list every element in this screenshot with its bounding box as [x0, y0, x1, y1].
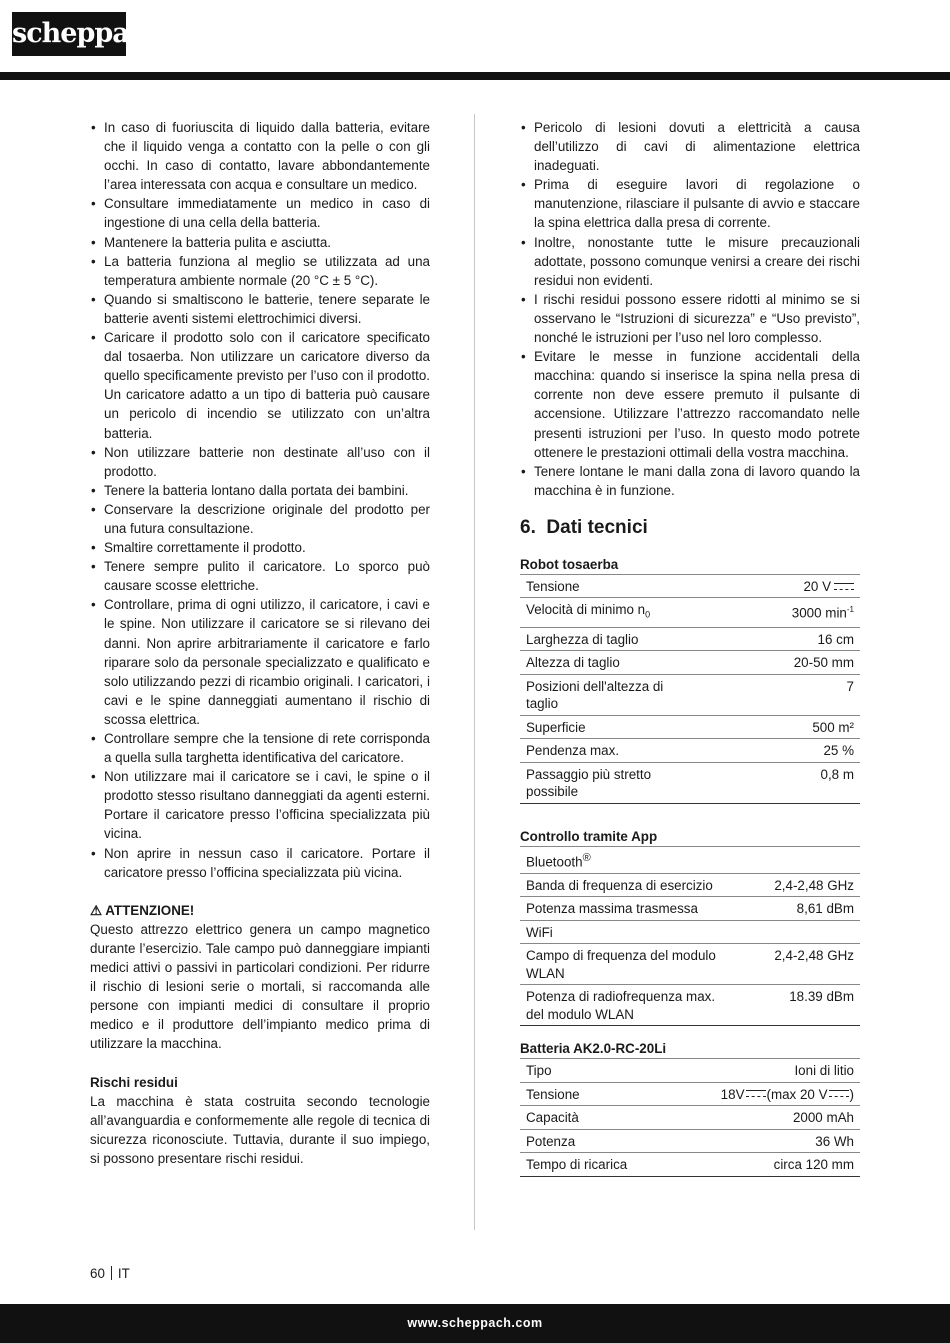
spec-value: 36 Wh — [669, 1129, 860, 1153]
warning-title: ATTENZIONE! — [105, 902, 195, 918]
battery-table-title: Batteria AK2.0-RC-20Li — [520, 1041, 667, 1057]
spec-label: Superficie — [520, 715, 690, 739]
list-item: • Conservare la descrizione originale del prodotto per una futura consultazione. — [90, 500, 430, 538]
logo-text: scheppach — [12, 18, 163, 49]
spec-label: Altezza di taglio — [520, 651, 690, 675]
list-item: • Evitare le messe in funzione accidentali della macchina: quando si inserisce la spina nella presa di corrente non deve essere premuto il pulsante di accensione. Utilizzare l’attrezzo raccomandato nelle presenti istruzioni per l’uso. In questo modo potrete ottenere le prestazioni ottimali della vostra macchina. — [520, 347, 860, 462]
page-number-value: 60 — [90, 1266, 105, 1281]
page-number — [90, 1265, 130, 1282]
table-row — [520, 920, 860, 944]
spec-value: 20 V — [690, 574, 860, 598]
spec-label: Potenza — [520, 1129, 669, 1153]
spec-label: Tensione — [520, 1082, 669, 1106]
direct-current-icon — [829, 1090, 849, 1097]
right-column — [520, 118, 860, 1177]
residual-risks-heading: Rischi residui — [90, 1074, 178, 1090]
list-item: • La batteria funziona al meglio se utilizzata ad una temperatura ambiente normale (20 °C ± 5 °C). — [90, 252, 430, 290]
spec-value: Ioni di litio — [669, 1059, 860, 1083]
spec-value: 20-50 mm — [690, 651, 860, 675]
app-spec-table — [520, 846, 860, 1026]
robot-table-title: Robot tosaerba — [520, 556, 619, 572]
app-table-title: Controllo tramite App — [520, 828, 658, 844]
header-rule — [0, 72, 950, 80]
spec-value: 2,4-2,48 GHz — [740, 873, 860, 897]
spec-value: 0,8 m — [690, 762, 860, 803]
table-row — [520, 1129, 860, 1153]
warning-heading — [90, 901, 430, 920]
spec-value: circa 120 mm — [669, 1153, 860, 1177]
list-item: • Smaltire correttamente il prodotto. — [90, 538, 430, 557]
spec-label: Capacità — [520, 1106, 669, 1130]
list-item: • Non utilizzare mai il caricatore se i cavi, le spine o il prodotto stesso risultano danneggiati da agenti esterni. Portare il caricatore presso l’officina specializzata più vicina. — [90, 767, 430, 843]
list-item: • Controllare, prima di ogni utilizzo, il caricatore, i cavi e le spine. Non utilizzare il caricatore se si rilevano dei danni. Non aprire arbitrariamente il caricatore e farlo riparare solo da personale specializzato e qualificato e solo utilizzando pezzi di ricambio originali. I caricatori, i cavi e le spine danneggiati aumentano il rischio di scossa elettrica. — [90, 595, 430, 729]
spec-label: Tempo di ricarica — [520, 1153, 669, 1177]
list-item: • In caso di fuoriuscita di liquido dalla batteria, evitare che il liquido venga a contatto con la pelle o con gli occhi. In caso di contatto, lavare abbondantemente l’area interessata con acqua e consultare un medico. — [90, 118, 430, 194]
spec-label: Velocità di minimo $n_0$ — [520, 598, 690, 627]
list-item: • Inoltre, nonostante tutte le misure precauzionali adottate, possono comunque venirsi a creare dei rischi residui non evidenti. — [520, 233, 860, 290]
spec-label: Potenza di radiofrequenza max. del modulo WLAN — [520, 985, 740, 1026]
spec-label: Pendenza max. — [520, 739, 690, 763]
footer-bar — [0, 1304, 950, 1343]
spec-label: Banda di frequenza di esercizio — [520, 873, 740, 897]
spec-label: Tensione — [520, 574, 690, 598]
list-item: • I rischi residui possono essere ridotti al minimo se si osservano le “Istruzioni di sicurezza” e “Uso previsto”, nonché le istruzioni per l’uso nel loro complesso. — [520, 290, 860, 347]
list-item: • Tenere la batteria lontano dalla portata dei bambini. — [90, 481, 430, 500]
table-row — [520, 574, 860, 598]
spec-group-label: Bluetooth® — [520, 846, 860, 873]
list-item: • Consultare immediatamente un medico in caso di ingestione di una cella della batteria. — [90, 194, 430, 232]
section-number: 6. — [520, 516, 536, 538]
direct-current-icon — [834, 583, 854, 590]
spec-value: 18.39 dBm — [740, 985, 860, 1026]
spec-value: 18V (max 20 V ) — [669, 1082, 860, 1106]
battery-safety-list — [90, 118, 430, 882]
list-item: • Quando si smaltiscono le batterie, tenere separate le batterie aventi sistemi elettrochimici diversi. — [90, 290, 430, 328]
list-item: • Prima di eseguire lavori di regolazione o manutenzione, rilasciare il pulsante di avvio e staccare la spina elettrica dalla presa di corrente. — [520, 175, 860, 232]
robot-spec-table — [520, 574, 860, 804]
warning-triangle-icon: ⚠ — [90, 902, 103, 918]
table-row — [520, 651, 860, 675]
residual-risks-text: La macchina è stata costruita secondo tecnologie all’avanguardia e conformemente alle regole di tecnica di sicurezza riconosciute. Tuttavia, durante il suo impiego, si possono presentare rischi residui. — [90, 1093, 430, 1166]
section-title — [520, 516, 860, 540]
list-item: • Non aprire in nessun caso il caricatore. Portare il caricatore presso l’officina specializzata più vicina. — [90, 844, 430, 882]
spec-value: 2000 mAh — [669, 1106, 860, 1130]
list-item: • Mantenere la batteria pulita e asciutta. — [90, 233, 430, 252]
table-row — [520, 944, 860, 985]
website-url: www.scheppach.com — [407, 1316, 543, 1330]
table-row — [520, 762, 860, 803]
brand-logo — [12, 12, 163, 56]
section-heading: Dati tecnici — [546, 516, 648, 538]
residual-risks-list — [520, 118, 860, 500]
warning-text: Questo attrezzo elettrico genera un campo magnetico durante l’esercizio. Tale campo può danneggiare impianti medici attivi o passivi in particolari condizioni. Per ridurre il rischio di lesioni serie o mortali, si raccomanda alle persone con impianti medici di consultare il proprio medico e il produttore dell’impianto medico prima di utilizzare la macchina. — [90, 921, 430, 1052]
spec-value: 7 — [690, 674, 860, 715]
table-row — [520, 985, 860, 1026]
table-row — [520, 897, 860, 921]
direct-current-icon — [746, 1090, 766, 1097]
list-item: • Tenere sempre pulito il caricatore. Lo sporco può causare scosse elettriche. — [90, 557, 430, 595]
table-row — [520, 1082, 860, 1106]
spec-label: Passaggio più stretto possibile — [520, 762, 690, 803]
table-row — [520, 715, 860, 739]
spec-group-label: WiFi — [520, 920, 860, 944]
table-row — [520, 627, 860, 651]
spec-label: Campo di frequenza del modulo WLAN — [520, 944, 740, 985]
spec-label: Potenza massima trasmessa — [520, 897, 740, 921]
battery-spec-table — [520, 1058, 860, 1177]
list-item: • Non utilizzare batterie non destinate all’uso con il prodotto. — [90, 443, 430, 481]
table-row — [520, 1106, 860, 1130]
list-item: • Controllare sempre che la tensione di rete corrisponda a quella sulla targhetta identificativa del caricatore. — [90, 729, 430, 767]
list-item: • Tenere lontane le mani dalla zona di lavoro quando la macchina è in funzione. — [520, 462, 860, 500]
spec-value: 500 m² — [690, 715, 860, 739]
spec-value: 8,61 dBm — [740, 897, 860, 921]
spec-label: Tipo — [520, 1059, 669, 1083]
left-column — [90, 118, 430, 1168]
table-row — [520, 739, 860, 763]
table-row — [520, 598, 860, 627]
table-row — [520, 846, 860, 873]
list-item: • Caricare il prodotto solo con il caricatore specificato dal tosaerba. Non utilizzare un caricatore diverso da quello specificamente previsto per l’uso con il prodotto. Un caricatore adatto a un tipo di batteria può causare un pericolo di incendio se utilizzato con un’altra batteria. — [90, 328, 430, 443]
language-code: IT — [117, 1266, 130, 1281]
spec-label: Larghezza di taglio — [520, 627, 690, 651]
table-row — [520, 873, 860, 897]
table-row — [520, 1153, 860, 1177]
spec-value: 2,4-2,48 GHz — [740, 944, 860, 985]
spec-value: 25 % — [690, 739, 860, 763]
list-item: • Pericolo di lesioni dovuti a elettricità a causa dell’utilizzo di cavi di alimentazione elettrica inadeguati. — [520, 118, 860, 175]
spec-value: 16 cm — [690, 627, 860, 651]
table-row — [520, 1059, 860, 1083]
column-divider — [474, 114, 475, 1230]
spec-value: 3000 $\min^{-1}$ — [690, 598, 860, 627]
table-row — [520, 674, 860, 715]
spec-label: Posizioni dell'altezza di taglio — [520, 674, 690, 715]
